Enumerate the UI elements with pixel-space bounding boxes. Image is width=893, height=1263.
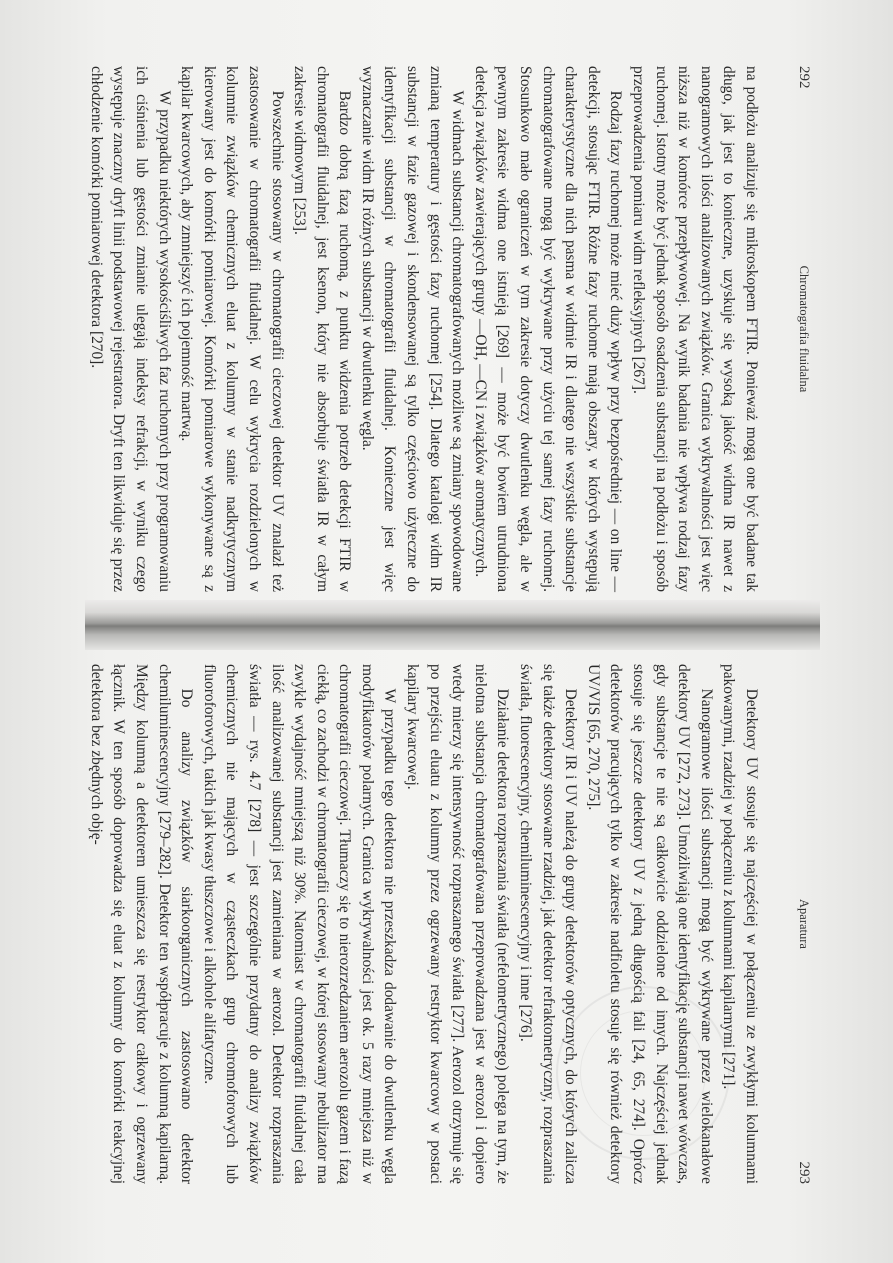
paragraph: Działanie detektora rozpraszania światła (nefelometrycznego) polega na tym, że nielotna substancja chromatografowana przeprowadzana jest w aerozol i dopiero wtedy mierzy się intensywność rozpraszanego światła [277]. Aerozol otrzymuje się po przejściu eluatu z kolumny przez ogrzewany restryktor kwarcowy w postaci kapilary kwarcowej.	[404, 664, 512, 1184]
paragraph: Bardzo dobrą fazą ruchomą, z punktu widzenia potrzeb detekcji FTIR w chromatografii fluidalnej, jest ksenon, który nie absorbuje światła IR w całym zakresie widmowym [253].	[291, 66, 354, 592]
body-text-left	[85, 66, 762, 592]
page-293	[85, 650, 820, 1200]
paragraph: W widmach substancji chromatografowanych możliwe są zmiany spowodowane zmianą temperatury i gęstości fazy ruchomej [254]. Dlatego katalogi widm IR substancji w fazie gazowej i skondensowanej są tylko częściowo użyteczne do identyfikacji substancji w chromatografii fluidalnej. Konieczne jest więc wyznaczanie widm IR różnych substancji w dwutlenku węgla.	[358, 66, 467, 592]
page-292	[85, 50, 820, 600]
paragraph: Powszechnie stosowany w chromatografii cieczowej detektor UV znalazł też zastosowanie w chromatografii fluidalnej. W celu wykrycia rozdzielonych w kolumnie związków chemicznych eluat z kolumny w stanie nadkrytycznym kierowany jest do komórki pomiarowej. Komórki pomiarowe wykonywane są z kapilar kwarcowych, aby zmniejszyć ich pojemność martwą.	[178, 66, 286, 592]
page-number-left: 292	[796, 66, 812, 89]
running-head-right	[790, 664, 812, 1184]
paragraph: Nanogramowe ilości substancji mogą być wykrywane przez wielokanałowe detektory UV [272, 273]. Umożliwiają one identyfikację substancji nawet wówczas, gdy substancje te nie są całkowicie oddzielone od innych. Najczęściej jednak stosuje się jeszcze detektory UV z jedną długością fali [24, 65, 274]. Oprócz detektorów pracujących tylko w zakresie nadfioletu stosuje się również detektory UV/VIS [65, 270, 275].	[584, 664, 715, 1184]
paragraph: W przypadku tego detektora nie przeszkadza dodawanie do dwutlenku węgla modyfikatorów polarnych. Granica wykrywalności jest ok. 5 razy mniejsza niż w chromatografii cieczowej. Tłumaczy się to nierozrzedzaniem aerozolu gazem i fazą ciekłą, co zachodzi w chromatografii cieczowej, w której stosowany nebulizator ma zwykle wydajność mniejszą niż 30%. Natomiast w chromatografii fluidalnej cała ilość analizowanej substancji jest zamieniana w aerozol. Detektor rozpraszania światła — rys. 4.7 [278] — jest szczególnie przydatny do analizy związków chemicznych nie mających w cząsteczkach grup chromoforowych lub fluoroforowych, takich jak kwasy tłuszczowe i alkohole alifatyczne.	[200, 664, 399, 1184]
paragraph: na podłożu analizuje się mikroskopem FTIR. Ponieważ mogą one być badane tak długo, jak jest to konieczne, uzyskuje się wysoką jakość widma IR nawet z nanogramowych ilości analizowanych związków. Granica wykrywalności jest więc niższa niż w komórce przepływowej. Na wynik badania nie wpływa rodzaj fazy ruchomej. Istotny może być jednak sposób osadzenia substancji na podłożu i sposób przeprowadzenia pomiaru widm refleksyjnych [267].	[630, 66, 760, 592]
paragraph: Detektory UV stosuje się najczęściej w połączeniu ze zwykłymi kolumnami pakowanymi, rzadziej w połączeniu z kolumnami kapilarnymi [271].	[720, 664, 760, 1184]
watermark-stamp	[556, 986, 730, 1160]
paragraph: Detektory IR i UV należą do grupy detektorów optycznych, do których zalicza się także detektory stosowane rzadziej, jak detektor refraktometryczny, rozpraszania światła, fluorescencyjny, chemiluminescencyjny i inne [276].	[517, 664, 580, 1184]
book-spread	[85, 50, 820, 1200]
page-number-right: 293	[796, 1161, 812, 1184]
paragraph: W przypadku niektórych wysokościśliwych faz ruchomych przy programowaniu ich ciśnienia lub gęstości zmianie ulegają indeksy refrakcji, w wyniku czego występuje znaczny dryft linii podstawowej rejestratora. Dryft ten likwiduje się przez chłodzenie komórki pomiarowej detektora [270].	[87, 66, 173, 592]
book-gutter	[85, 600, 820, 650]
running-title-right: Aparatura	[797, 899, 811, 949]
running-head-left	[790, 66, 812, 592]
running-title-left: Chromatografia fluidalna	[797, 265, 811, 393]
paragraph: Rodzaj fazy ruchomej może mieć duży wpływ przy bezpośredniej — on line — detekcji, stosując FTIR. Różne fazy ruchome mają obszary, w których występują charakterystyczne dla nich pasma w widmie IR i dlatego nie wszystkie substancje chromatografowane mogą być wykrywane przy użyciu tej samej fazy ruchomej. Stosunkowo mało ograniczeń w tym zakresie dotyczy dwutlenku węgla, ale w pewnym zakresie widma one istnieją [269] — może być bowiem utrudniona detekcja związków zawierających grupy —OH, —CN i związków aromatycznych.	[471, 66, 625, 592]
paragraph: Do analizy związków siarkoorganicznych zastosowano detektor chemiluminescencyjny [279–282]. Detektor ten współpracuje z kolumną kapilarną. Między kolumną a detektorem umieszcza się restryktor całkowy i ogrzewany łącznik. W ten sposób doprowadza się eluat z kolumny do komórki reakcyjnej detektora bez zbędnych obję-	[87, 664, 196, 1184]
